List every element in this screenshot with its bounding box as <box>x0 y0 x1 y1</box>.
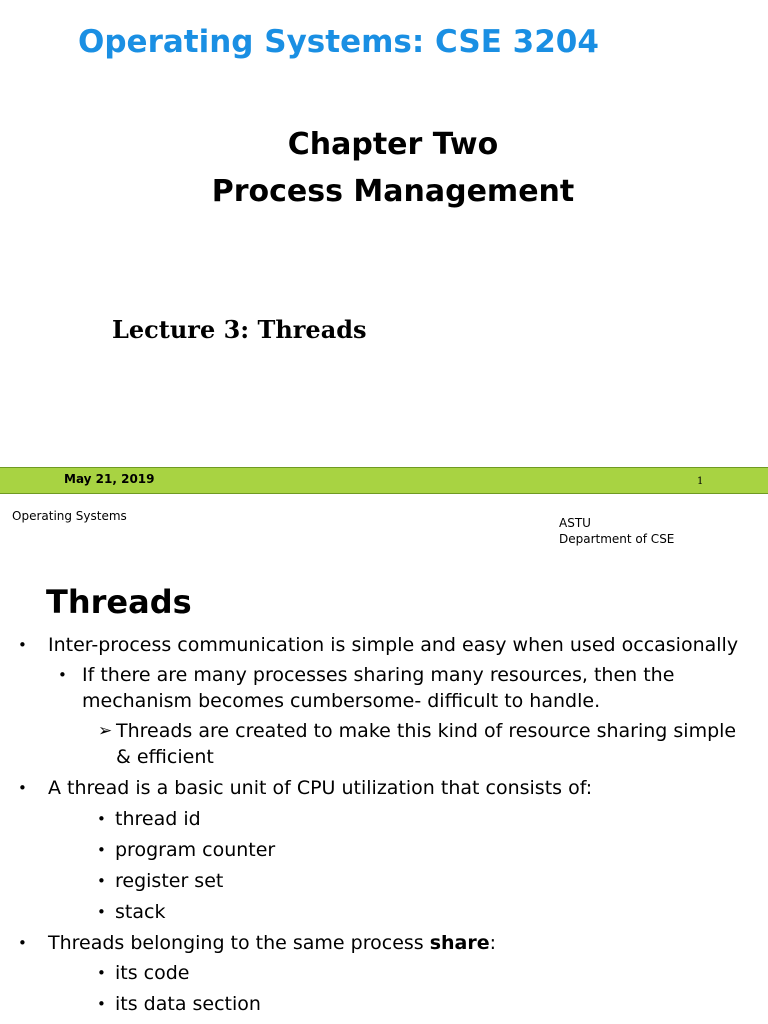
sub-bullet-many-processes: If there are many processes sharing many resources, then the <box>82 664 675 686</box>
share-suffix: : <box>489 932 497 954</box>
chapter-heading <box>0 121 768 215</box>
list-item: stack <box>115 901 166 923</box>
bullet-threads-share <box>48 930 496 956</box>
department-name: Department of CSE <box>559 532 675 546</box>
bullet-marker: • <box>97 810 106 828</box>
sub-bullet-continuation: mechanism becomes cumbersome- difficult to handle. <box>82 690 601 712</box>
header-department <box>559 515 674 547</box>
chapter-title: Process Management <box>211 174 575 209</box>
slide-title: Threads <box>46 583 192 621</box>
bullet-marker: • <box>97 841 106 859</box>
arrow-bullet-icon: ➢ <box>98 721 113 741</box>
list-item: its code <box>115 962 190 984</box>
arrow-item-threads-created: Threads are created to make this kind of resource sharing simple <box>116 720 737 742</box>
chapter-number: Chapter Two <box>287 127 499 162</box>
bullet-marker: • <box>18 636 27 654</box>
course-title: Operating Systems: CSE 3204 <box>78 24 599 60</box>
bullet-marker: • <box>97 964 106 982</box>
share-keyword: share <box>429 932 490 954</box>
page-number: 1 <box>697 476 704 487</box>
bullet-marker: • <box>18 779 27 797</box>
bullet-marker: • <box>58 666 67 684</box>
list-item: register set <box>115 870 224 892</box>
bullet-ipc: Inter-process communication is simple and easy when used occasionally <box>48 634 739 656</box>
arrow-item-continuation: & efficient <box>116 746 214 768</box>
share-prefix: Threads belonging to the same process <box>48 932 430 954</box>
bullet-marker: • <box>97 903 106 921</box>
bullet-marker: • <box>18 934 27 952</box>
lecture-title: Lecture 3: Threads <box>112 315 367 344</box>
bullet-thread-definition: A thread is a basic unit of CPU utilization that consists of: <box>48 777 593 799</box>
footer-date: May 21, 2019 <box>64 472 155 486</box>
bullet-marker: • <box>97 872 106 890</box>
list-item: its data section <box>115 993 261 1015</box>
list-item: program counter <box>115 839 276 861</box>
header-course-name: Operating Systems <box>12 509 127 523</box>
list-item: thread id <box>115 808 201 830</box>
institution-name: ASTU <box>559 516 591 530</box>
bullet-marker: • <box>97 995 106 1013</box>
